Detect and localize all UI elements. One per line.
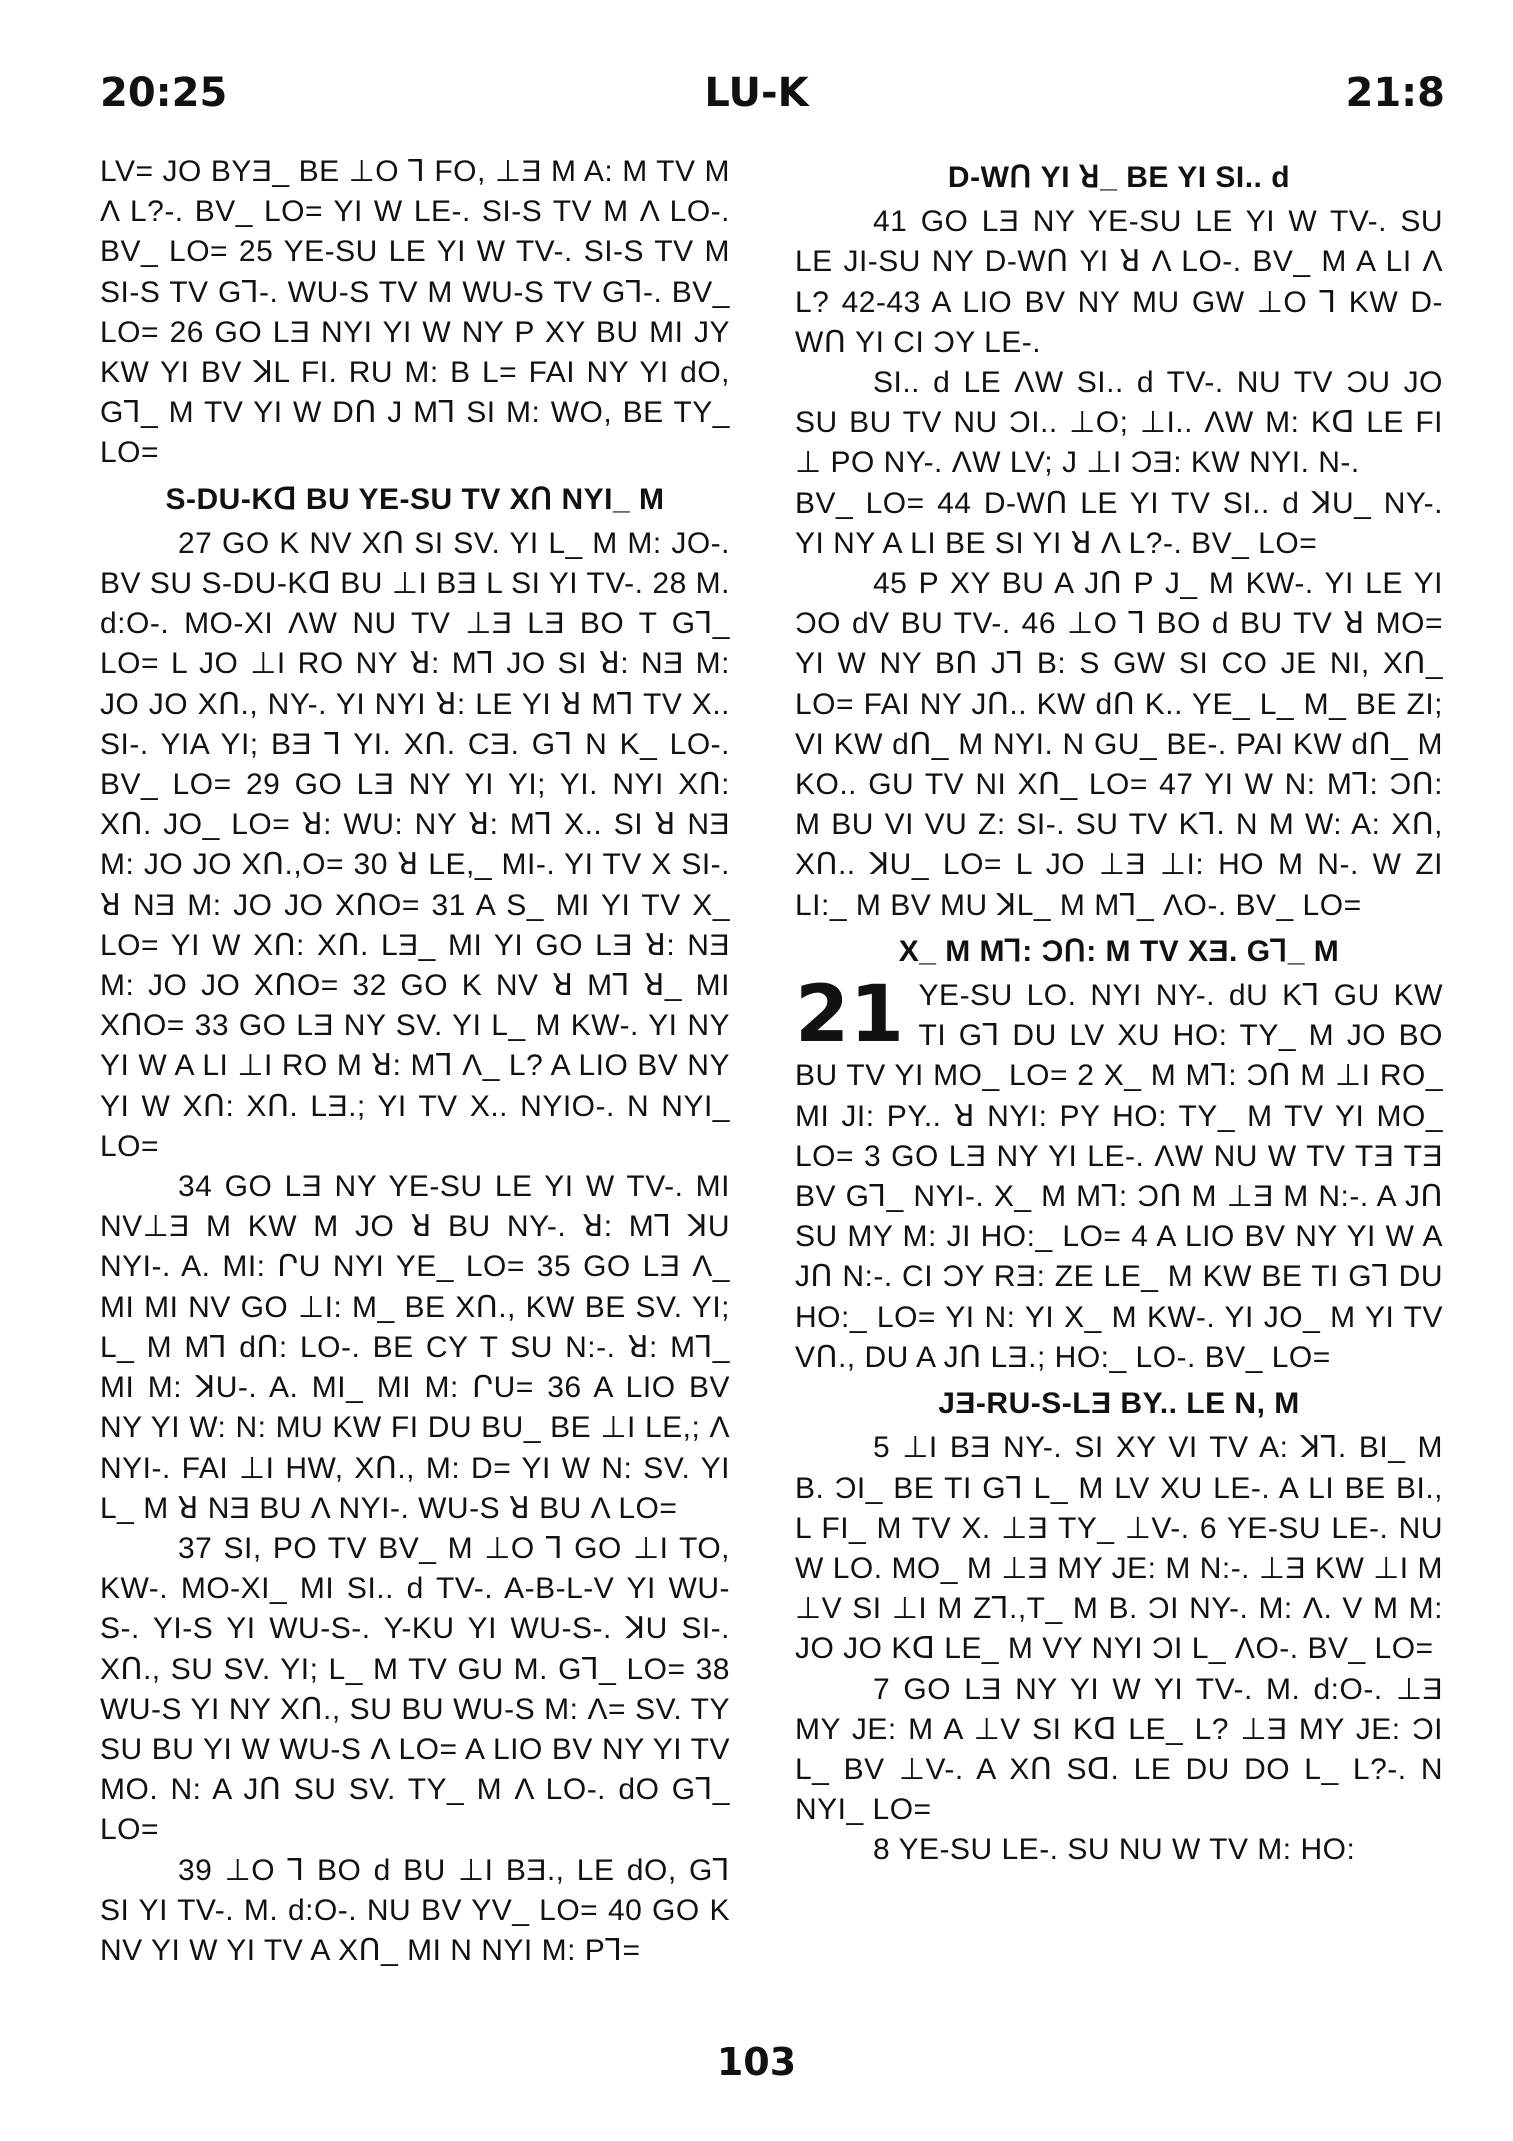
paragraph: 34 GO LƎ NY YE-SU LE YI W TV-. MI NV⊥Ǝ M KW M JO ꓤ BU NY-. ꓤ: M⅂ ꓘU NYI-. A. MI: ՐU NYI YE_ LO= 35 GO LƎ Λ_ MI MI NV GO ⊥I: M_ BE XՈ., KW BE SV. YI; L_ M M⅂ dՈ: LO-. BE CY T SU N:-. ꓤ: M⅂_ MI M: ꓘU-. A. MI_ MI M: ՐU= 36 A LIO BV NY YI W: N: MU KW FI DU BU_ BE ⊥I LE,; Λ NYI-. FAI ⊥I HW, XՈ., M: D= YI W N: SV. YI L_ M ꓤ NƎ BU Λ NYI-. WU-S ꓤ BU Λ LO= xyxy=(100,1170,730,1525)
paragraph: 27 GO K NV XՈ SI SV. YI L_ M M: JO-. BV SU S-DU-Kꓷ BU ⊥I BƎ L SI YI TV-. 28 M. d:O-. MO-XI ΛW NU TV ⊥Ǝ LƎ BO T G⅂_ LO= L JO ⊥I RO NY ꓤ: M⅂ JO SI ꓤ: NƎ M: JO JO XՈ., NY-. YI NYI ꓤ: LE YI ꓤ M⅂ TV X.. SI-. YIA YI; BƎ ⅂ YI. XՈ. CƎ. G⅂ N K_ LO-. BV_ LO= 29 GO LƎ NY YI YI; YI. NYI XՈ: XՈ. JO_ LO= ꓤ: WU: NY ꓤ: M⅂ X.. SI ꓤ NƎ M: JO JO XՈ.,O= 30 ꓤ LE,_ MI-. YI TV X SI-. ꓤ NƎ M: JO JO XՈO= 31 A S_ MI YI TV X_ LO= YI W XՈ: XՈ. LƎ_ MI YI GO LƎ ꓤ: NƎ M: JO JO XՈO= 32 GO K NV ꓤ M⅂ ꓤ_ MI XՈO= 33 GO LƎ NY SV. YI L_ M KW-. YI NY YI W A LI ⊥I RO M ꓤ: M⅂ Λ_ L? A LIO BV NY YI W XՈ: XՈ. LƎ.; YI TV X.. NYIO-. N NYI_ LO= xyxy=(100,526,730,1163)
paragraph: 45 P XY BU A JՈ P J_ M KW-. YI LE YI ƆO dV BU TV-. 46 ⊥O ⅂ BO d BU TV ꓤ MO= YI W NY BՈ J⅂ B: S GW SI CO JE NI, XՈ_ LO= FAI NY JՈ.. KW dՈ K.. YE_ L_ M_ BE ZI; VI KW dՈ_ M NYI. N GU_ BE-. PAI KW dՈ_ M KO.. GU TV NI XՈ_ LO= 47 YI W N: M⅂: ƆՈ: M BU VI VU Z: SI-. SU TV K⅂. N M W: A: XՈ, XՈ.. ꓘU_ LO= L JO ⊥Ǝ ⊥I: HO M N-. W ZI LI:_ M BV MU ꓘL_ M M⅂_ ΛO-. BV_ LO= xyxy=(795,567,1443,922)
paragraph: LV= JO BYƎ_ BE ⊥O ⅂ FO, ⊥Ǝ M A: M TV M Λ L?-. BV_ LO= YI W LE-. SI-S TV M Λ LO-. BV_ LO= 25 YE-SU LE YI W TV-. SI-S TV M SI-S TV G⅂-. WU-S TV M WU-S TV G⅂-. BV_ LO= 26 GO LƎ NYI YI W NY P XY BU MI JY KW YI BV ꓘL FI. RU M: B L= FAI NY YI dO, G⅂_ M TV YI W DՈ J M⅂ SI M: WO, BE TY_ LO= xyxy=(100,155,730,470)
section-heading: D-WՈ YI ꓤ_ BE YI SI.. d xyxy=(947,161,1291,194)
paragraph: 39 ⊥O ⅂ BO d BU ⊥I BƎ., LE dO, G⅂ SI YI TV-. M. d:O-. NU BV YV_ LO= 40 GO K NV YI W YI TV A XՈ_ MI N NYI M: P⅂= xyxy=(100,1853,730,1967)
page-number: 103 xyxy=(716,2040,797,2084)
paragraph: 37 SI, PO TV BV_ M ⊥O ⅂ GO ⊥I TO, KW-. MO-XI_ MI SI.. d TV-. A-B-L-V YI WU-S-. YI-S YI WU-S-. Y-KU YI WU-S-. ꓘU SI-. XՈ., SU SV. YI; L_ M TV GU M. G⅂_ LO= 38 WU-S YI NY XՈ., SU BU WU-S M: Λ= SV. TY SU BU YI W WU-S Λ LO= A LIO BV NY YI TV MO. N: A JՈ SU SV. TY_ M Λ LO-. dO G⅂_ LO= xyxy=(100,1531,730,1847)
paragraph-text: YE-SU LO. NYI NY-. dU K⅂ GU KW TI G⅂ DU LV XU HO: TY_ M JO BO BU TV YI MO_ LO= 2 X_ M M⅂: ƆՈ M ⊥I RO_ MI JI: PY.. ꓤ NYI: PY HO: TY_ M TV YI MO_ LO= 3 GO LƎ NY YI LE-. ΛW NU W TV TƎ TƎ BV G⅂_ NYI-. X_ M M⅂: ƆՈ M ⊥Ǝ M N:-. A JՈ SU MY M: JI HO:_ LO= 4 A LIO BV NY YI W A JՈ N:-. CI ƆY RƎ: ZE LE_ M KW BE TI G⅂ DU HO:_ LO= YI N: YI X_ M KW-. YI JO_ M YI TV VՈ., DU A JՈ LƎ.; HO:_ LO-. BV_ LO= xyxy=(795,979,1443,1374)
section-heading: S-DU-Kꓷ BU YE-SU TV XՈ NYI_ M xyxy=(165,482,665,516)
chapter-start-paragraph xyxy=(795,970,1443,1378)
paragraph: BV_ LO= 44 D-WՈ LE YI TV SI.. d ꓘU_ NY-. YI NY A LI BE SI YI ꓤ Λ L?-. BV_ LO= xyxy=(795,486,1443,560)
paragraph: 5 ⊥I BƎ NY-. SI XY VI TV A: ꓘ⅂. BI_ M B. ƆI_ BE TI G⅂ L_ M LV XU LE-. A LI BE BI., L FI_ M TV X. ⊥Ǝ TY_ ⊥V-. 6 YE-SU LE-. NU W LO. MO_ M ⊥Ǝ MY JE: M N:-. ⊥Ǝ KW ⊥I M ⊥V SI ⊥I M Z⅂.,T_ M B. ƆI NY-. M: Λ. V M M: JO JO Kꓷ LE_ M VY NYI ƆI L_ ΛO-. BV_ LO= xyxy=(795,1431,1443,1666)
paragraph: 8 YE-SU LE-. SU NU W TV M: HO: xyxy=(873,1833,1356,1867)
left-column xyxy=(100,152,730,1971)
paragraph: 7 GO LƎ NY YI W YI TV-. M. d:O-. ⊥Ǝ MY JE: M A ⊥V SI Kꓷ LE_ L? ⊥Ǝ MY JE: ƆI L_ BV ⊥V-. A XՈ Sꓷ. LE DU DO L_ L?-. N NYI_ LO= xyxy=(795,1672,1443,1827)
right-column xyxy=(795,152,1443,1871)
paragraph: 41 GO LƎ NY YE-SU LE YI W TV-. SU LE JI-SU NY D-WՈ YI ꓤ Λ LO-. BV_ M A LI Λ L? 42-43 A LIO BV NY MU GW ⊥O ⅂ KW D-WՈ YI CI ƆY LE-. xyxy=(795,205,1443,359)
chapter-number-dropcap: 21 xyxy=(795,970,905,1061)
section-heading: JƎ-RU-S-LƎ BY.. LE N, M xyxy=(938,1387,1300,1421)
header-chapter-verse-right: 21:8 xyxy=(1345,70,1445,116)
header-chapter-verse-left: 20:25 xyxy=(100,70,228,116)
section-heading: X_ M M⅂: ƆՈ: M TV XƎ. G⅂_ M xyxy=(898,934,1340,968)
header-book-title: LU-K xyxy=(704,70,809,116)
paragraph: SI.. d LE ΛW SI.. d TV-. NU TV ƆU JO SU BU TV NU ƆI.. ⊥O; ⊥I.. ΛW M: Kꓷ LE FI ⊥ PO NY-. ΛW LV; J ⊥I ƆƎ: KW NYI. N-. xyxy=(795,366,1443,480)
